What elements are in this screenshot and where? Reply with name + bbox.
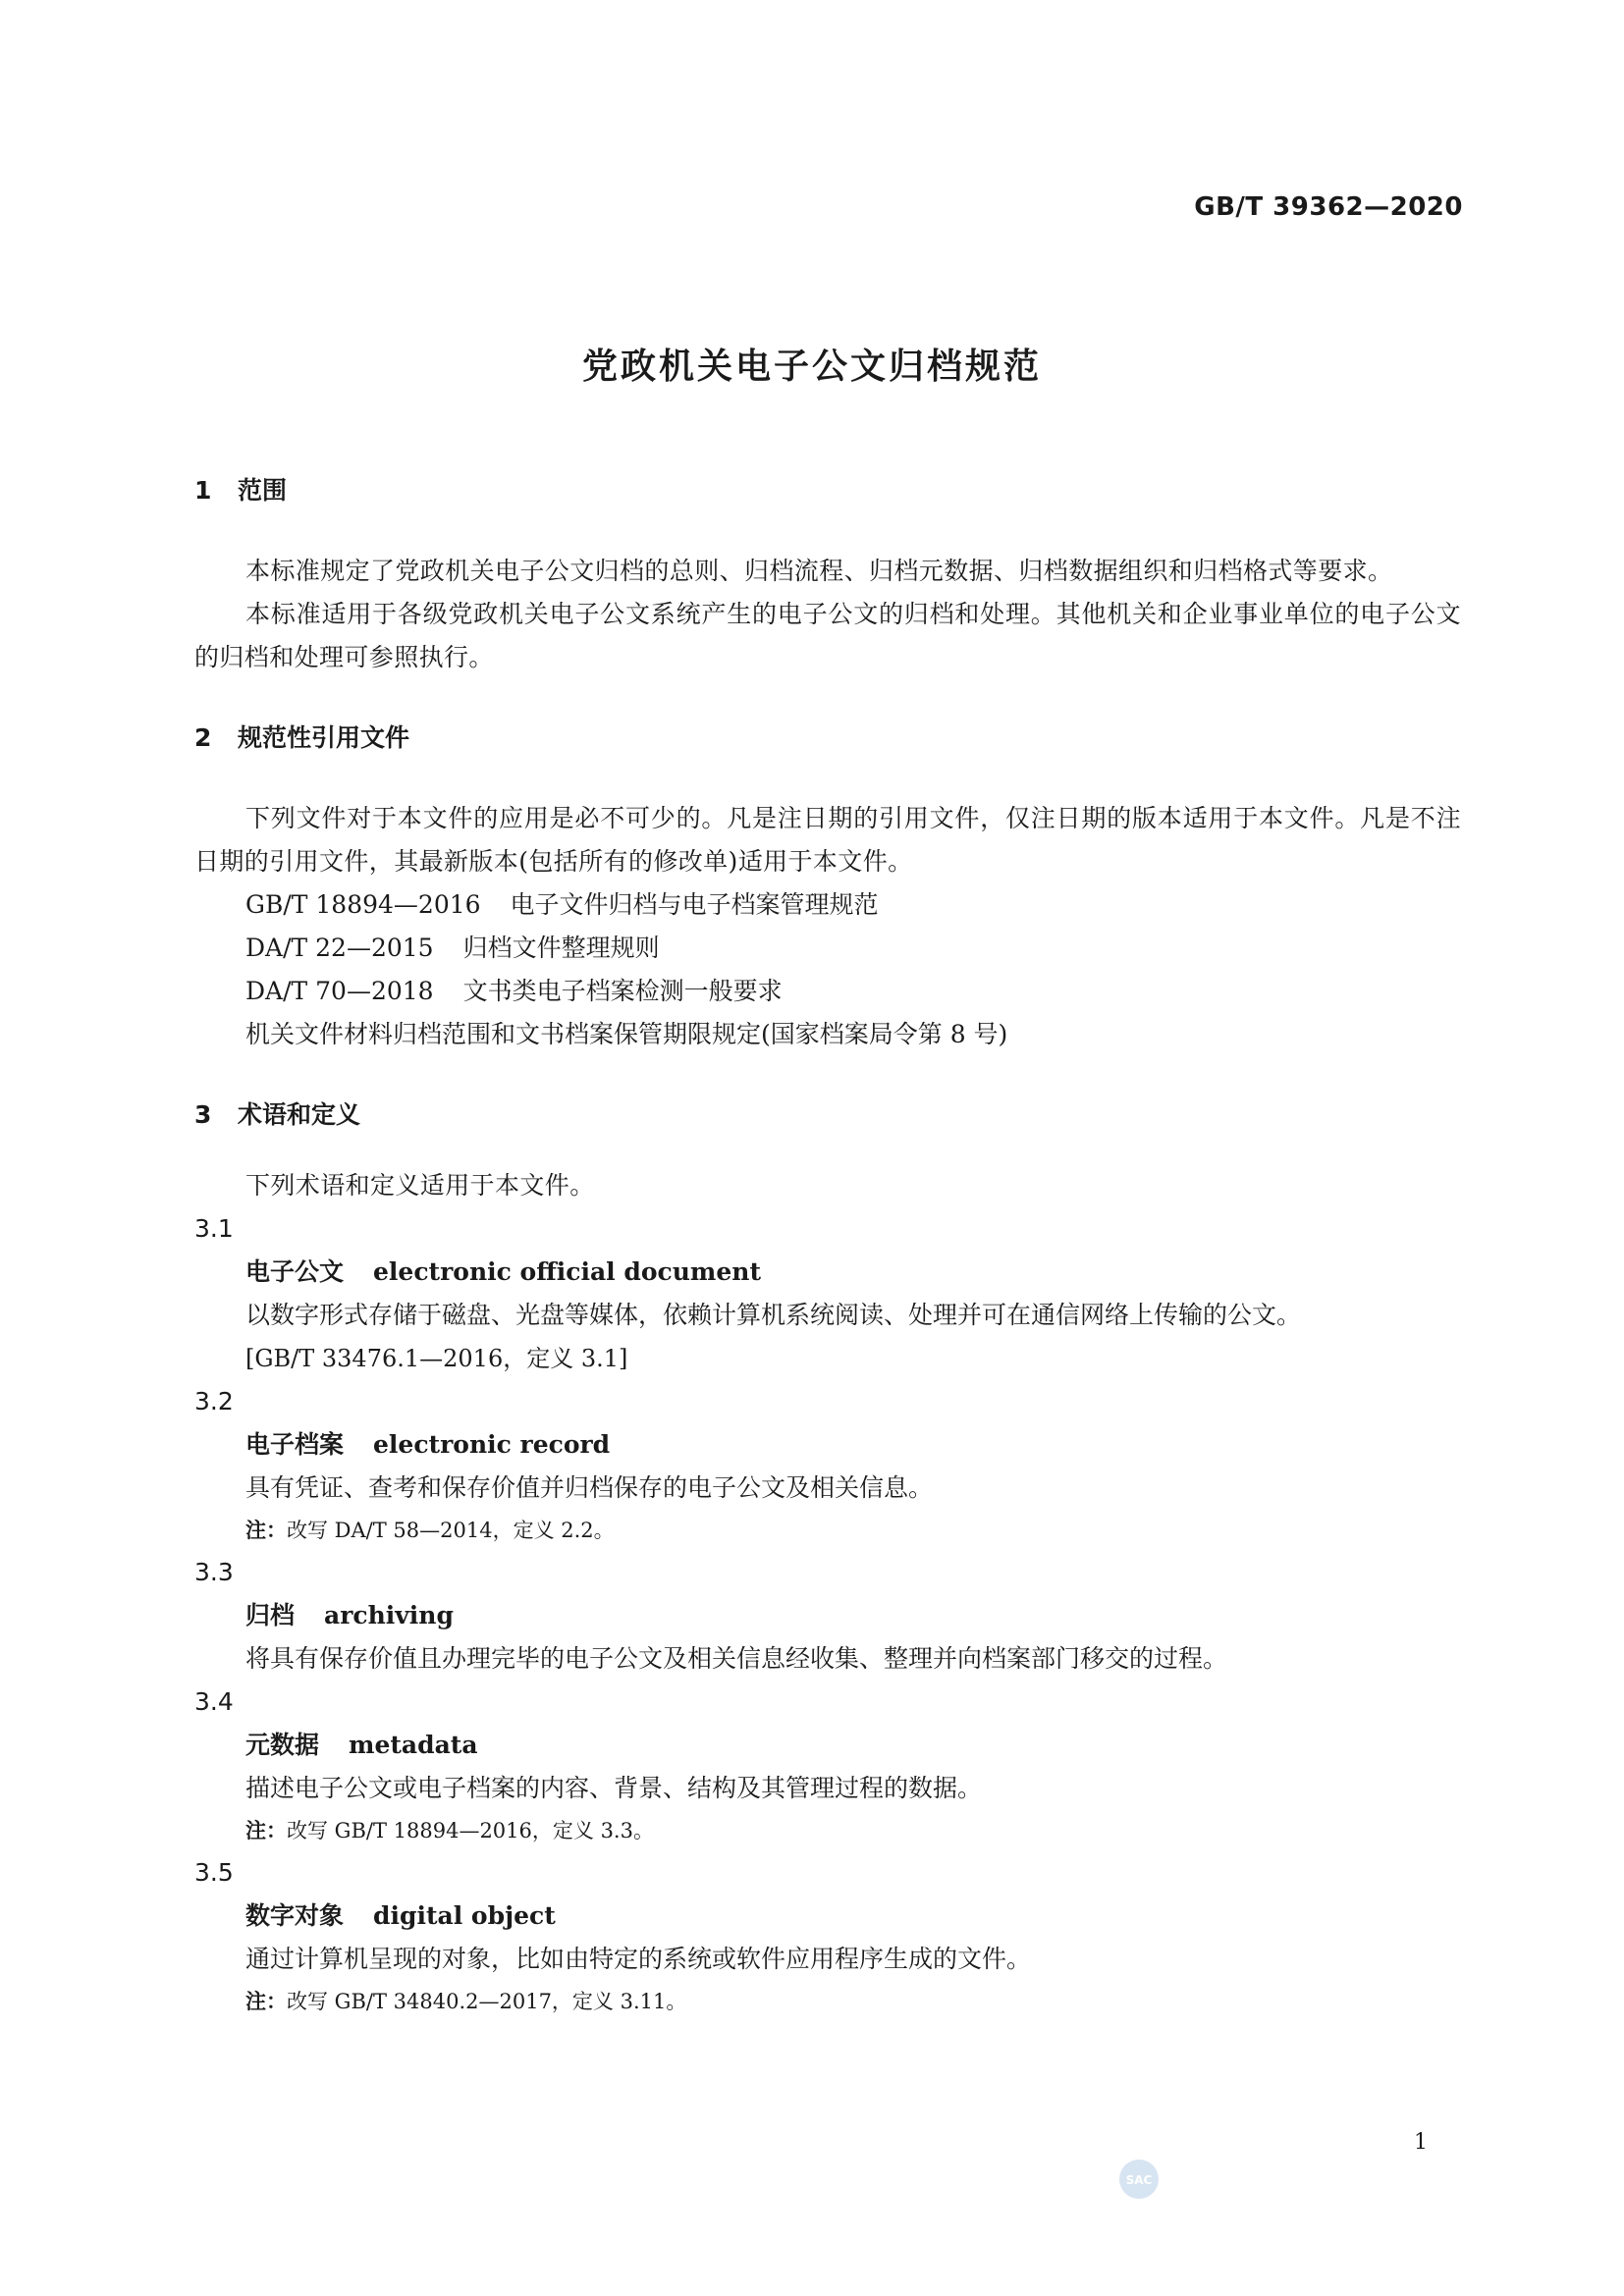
term-heading bbox=[194, 1724, 1461, 1767]
svg-text:SAC: SAC bbox=[1125, 2173, 1153, 2187]
note-label: 注： bbox=[245, 1519, 287, 1542]
term-definition: 具有凭证、查考和保存价值并归档保存的电子公文及相关信息。 bbox=[245, 1473, 934, 1502]
reference-code: GB/T 18894—2016 bbox=[245, 890, 481, 919]
section-number: 2 bbox=[194, 723, 212, 752]
term-number: 3.4 bbox=[194, 1687, 234, 1716]
term-number: 3.2 bbox=[194, 1387, 234, 1415]
paragraph: 下列术语和定义适用于本文件。 bbox=[245, 1171, 595, 1200]
term-definition: 以数字形式存储于磁盘、光盘等媒体，依赖计算机系统阅读、处理并可在通信网络上传输的公文。 bbox=[245, 1301, 1302, 1329]
term-en: electronic official document bbox=[373, 1257, 761, 1286]
document-title: 党政机关电子公文归档规范 bbox=[581, 347, 1042, 387]
section-number: 3 bbox=[194, 1100, 212, 1129]
note-label: 注： bbox=[245, 1990, 287, 2013]
reference-item bbox=[194, 1013, 1461, 1056]
term-en: digital object bbox=[373, 1901, 556, 1930]
term-note bbox=[194, 1981, 1461, 2022]
note-text: 改写 GB/T 18894—2016，定义 3.3。 bbox=[287, 1819, 654, 1842]
term-definition: 描述电子公文或电子档案的内容、背景、结构及其管理过程的数据。 bbox=[245, 1774, 983, 1802]
term-zh: 归档 bbox=[245, 1601, 296, 1629]
term-heading bbox=[194, 1895, 1461, 1938]
section-title: 范围 bbox=[238, 476, 288, 505]
section-number: 1 bbox=[194, 476, 212, 505]
reference-title: 机关文件材料归档范围和文书档案保管期限规定(国家档案局令第 8 号) bbox=[245, 1020, 1008, 1048]
reference-item bbox=[194, 883, 1461, 927]
section-heading-terms-definitions bbox=[194, 1095, 1461, 1135]
section-heading-scope bbox=[194, 471, 1461, 510]
reference-title: 归档文件整理规则 bbox=[462, 934, 660, 962]
term-heading bbox=[194, 1423, 1461, 1467]
term-en: metadata bbox=[349, 1731, 478, 1759]
term-zh: 电子档案 bbox=[245, 1430, 345, 1459]
reference-title: 文书类电子档案检测一般要求 bbox=[462, 977, 783, 1005]
standard-number: GB/T 39362—2020 bbox=[1194, 192, 1463, 222]
section-heading-normative-references bbox=[194, 719, 1461, 758]
term-definition: 将具有保存价值且办理完毕的电子公文及相关信息经收集、整理并向档案部门移交的过程。 bbox=[245, 1644, 1228, 1673]
term-zh: 数字对象 bbox=[245, 1901, 345, 1930]
sac-logo-icon bbox=[1117, 2158, 1161, 2201]
reference-item bbox=[194, 927, 1461, 970]
document-body bbox=[194, 471, 1461, 2022]
reference-code: DA/T 70—2018 bbox=[245, 977, 434, 1005]
paragraph: 下列文件对于本文件的应用是必不可少的。凡是注日期的引用文件，仅注日期的版本适用于本文件。凡是不注日期的引用文件，其最新版本(包括所有的修改单)适用于本文件。 bbox=[194, 804, 1461, 876]
term-heading bbox=[194, 1594, 1461, 1637]
paragraph: 本标准适用于各级党政机关电子公文系统产生的电子公文的归档和处理。其他机关和企业事业单位的电子公文的归档和处理可参照执行。 bbox=[194, 600, 1461, 671]
section-title: 术语和定义 bbox=[238, 1100, 361, 1129]
page-number: 1 bbox=[1414, 2130, 1428, 2155]
term-definition: 通过计算机呈现的对象，比如由特定的系统或软件应用程序生成的文件。 bbox=[245, 1945, 1032, 1973]
term-source: [GB/T 33476.1—2016，定义 3.1] bbox=[245, 1345, 628, 1372]
reference-item bbox=[194, 970, 1461, 1013]
note-label: 注： bbox=[245, 1819, 287, 1842]
term-note bbox=[194, 1510, 1461, 1551]
term-en: electronic record bbox=[373, 1430, 611, 1459]
term-note bbox=[194, 1810, 1461, 1851]
term-number: 3.3 bbox=[194, 1558, 234, 1586]
section-title: 规范性引用文件 bbox=[238, 723, 410, 752]
term-number: 3.5 bbox=[194, 1858, 234, 1887]
reference-code: DA/T 22—2015 bbox=[245, 934, 434, 962]
term-zh: 电子公文 bbox=[245, 1257, 345, 1286]
term-zh: 元数据 bbox=[245, 1731, 320, 1759]
paragraph: 本标准规定了党政机关电子公文归档的总则、归档流程、归档元数据、归档数据组织和归档格式等要求。 bbox=[245, 557, 1393, 585]
note-text: 改写 GB/T 34840.2—2017，定义 3.11。 bbox=[287, 1990, 687, 2013]
reference-title: 电子文件归档与电子档案管理规范 bbox=[510, 890, 879, 919]
term-en: archiving bbox=[324, 1601, 454, 1629]
term-heading bbox=[194, 1251, 1461, 1294]
note-text: 改写 DA/T 58—2014，定义 2.2。 bbox=[287, 1519, 615, 1542]
term-number: 3.1 bbox=[194, 1214, 234, 1243]
